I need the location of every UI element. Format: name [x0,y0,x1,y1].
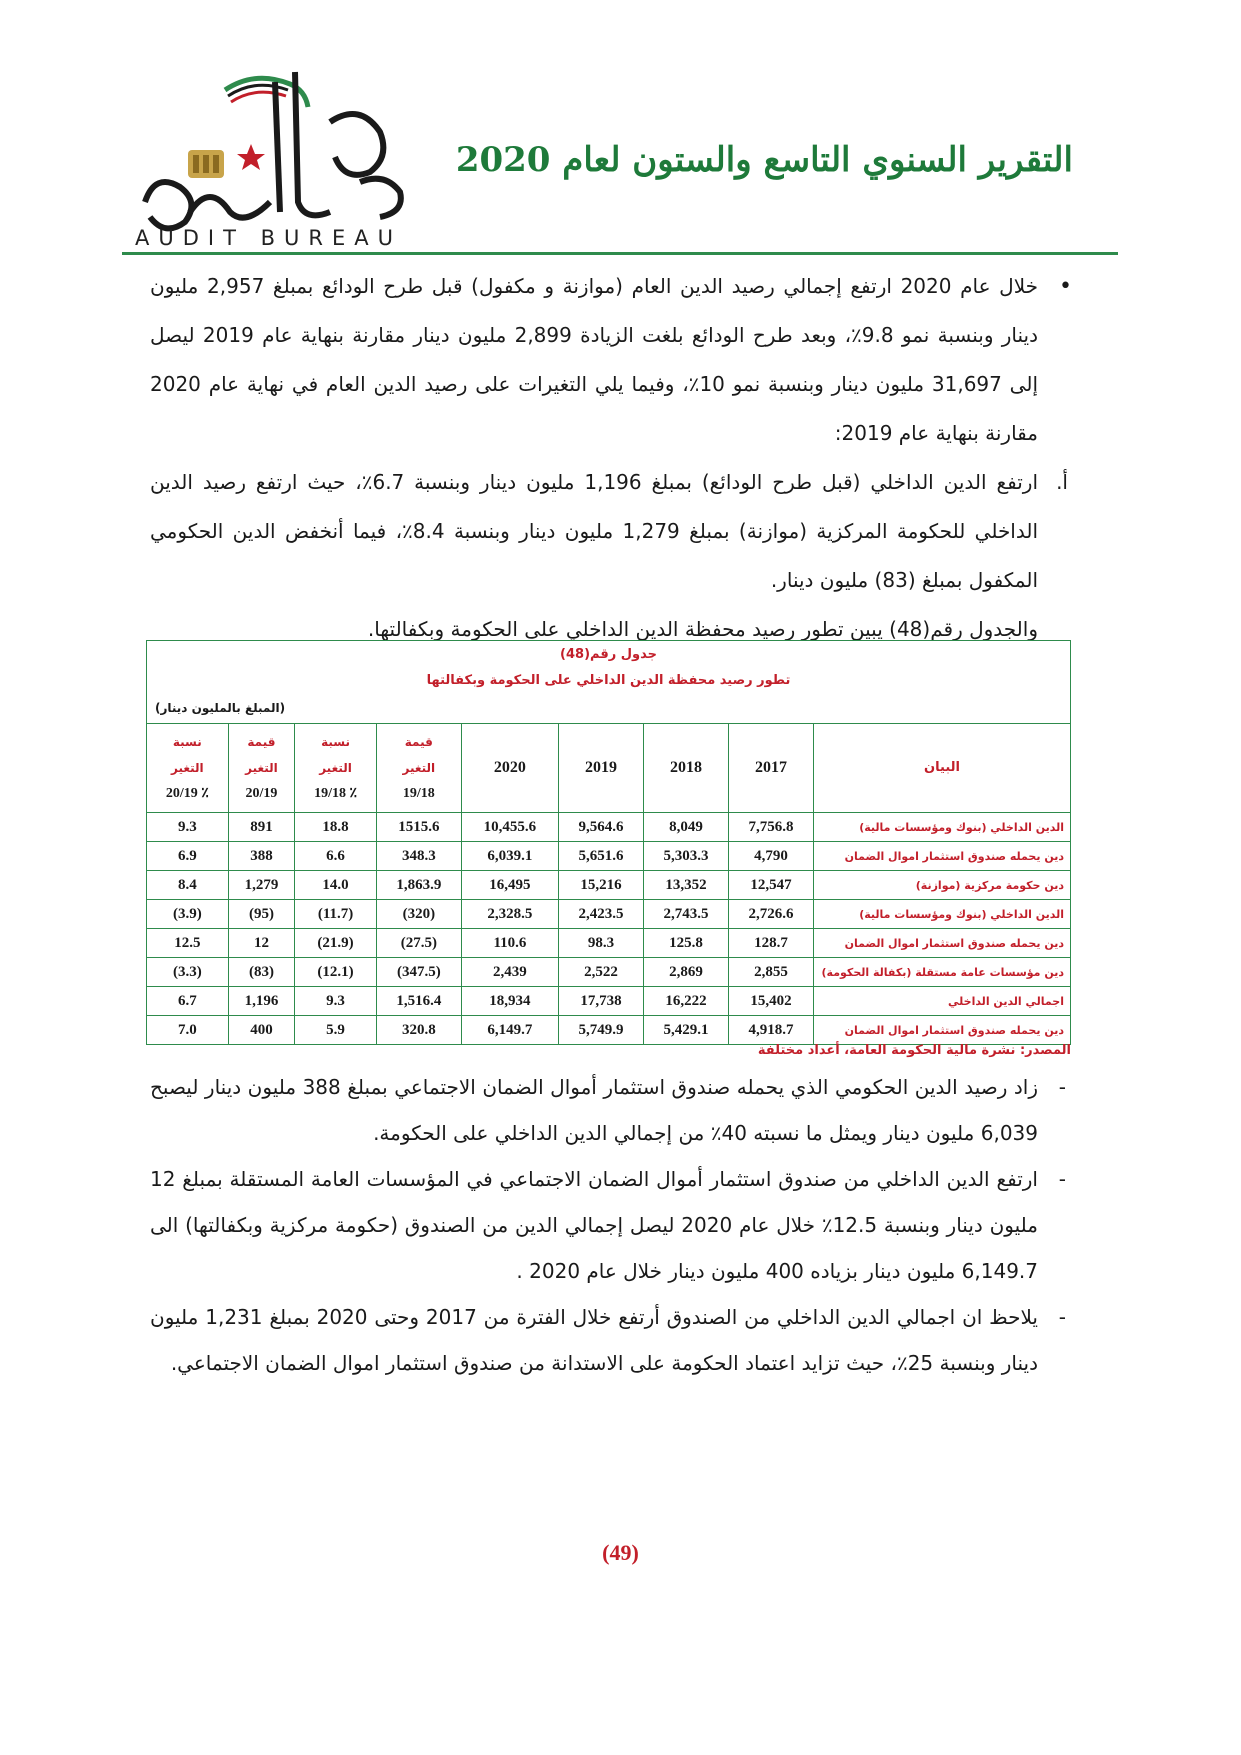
cell-2017: 12,547 [729,871,814,900]
cell-2020: 2,328.5 [461,900,558,929]
cell-change-value-19-18: (27.5) [376,929,461,958]
row-label: دين يحمله صندوق استثمار اموال الضمان [814,842,1071,871]
bullet-dot-icon: • [1059,274,1072,299]
cell-change-pct-20-19: (3.9) [147,900,229,929]
table-row [147,929,1071,958]
table-row [147,871,1071,900]
bullet-paragraph [150,262,1080,458]
header-change-value-20-19 [228,724,295,813]
cell-2019: 9,564.6 [559,813,644,842]
cell-change-pct-20-19: 7.0 [147,1016,229,1045]
header-line: التغير [171,761,204,775]
page-number: (49) [602,1540,639,1565]
cell-change-pct-19-18: (21.9) [295,929,377,958]
header-line: نسبة [321,735,350,749]
cell-2017: 4,918.7 [729,1016,814,1045]
cell-2020: 6,039.1 [461,842,558,871]
cell-change-pct-20-19: 6.7 [147,987,229,1016]
cell-change-value-20-19: 388 [228,842,295,871]
cell-change-value-20-19: 400 [228,1016,295,1045]
cell-2020: 2,439 [461,958,558,987]
cell-change-value-19-18: (347.5) [376,958,461,987]
logo-arabic-text: ديوان المحاسبة [270,210,277,211]
cell-change-pct-19-18: (12.1) [295,958,377,987]
cell-change-pct-19-18: 18.8 [295,813,377,842]
cell-2018: 5,429.1 [644,1016,729,1045]
dash-marker: - [1058,1075,1066,1099]
header-2020: 2020 [461,724,558,813]
audit-bureau-logo [130,62,420,252]
cell-2019: 17,738 [559,987,644,1016]
report-title: التقرير السنوي التاسع والستون لعام 2020 [455,140,1073,180]
table-number: جدول رقم(48) [560,647,657,662]
cell-change-pct-20-19: 8.4 [147,871,229,900]
cell-2019: 5,651.6 [559,842,644,871]
cell-2019: 2,423.5 [559,900,644,929]
cell-change-pct-19-18: 6.6 [295,842,377,871]
header-line: نسبة [172,735,202,749]
cell-change-value-20-19: 891 [228,813,295,842]
header-change-pct-19-18 [295,724,377,813]
header-line: التغير [319,761,352,775]
cell-change-value-19-18: 320.8 [376,1016,461,1045]
note-item [150,1294,1080,1386]
cell-2019: 15,216 [559,871,644,900]
header-change-pct-20-19 [147,724,229,813]
cell-change-value-19-18: 1,516.4 [376,987,461,1016]
cell-2020: 110.6 [461,929,558,958]
header-line: 20/19 [245,786,278,801]
cell-2018: 8,049 [644,813,729,842]
cell-2017: 2,855 [729,958,814,987]
header-line: 19/18 [402,786,435,801]
cell-change-pct-20-19: (3.3) [147,958,229,987]
cell-2017: 2,726.6 [729,900,814,929]
bullet-text: خلال عام 2020 ارتفع إجمالي رصيد الدين العام (موازنة و مكفول) قبل طرح الودائع بمبلغ 2,957 مليون دينار وبنسبة نمو 9.8٪، وبعد طرح الودائع بلغت الزيادة 2,899 مليون دينار مقارنة بنهاية عام 2019 ليصل إلى 31,697 مليون دينار وبنسبة نمو 10٪، وفيما يلي التغيرات على رصيد الدين العام في نهاية عام 2020 مقارنة بنهاية عام 2019: [150,274,1039,445]
table-source: المصدر: نشرة مالية الحكومة العامة، أعداد مختلفة [757,1043,1071,1058]
header-line: ٪ 20/19 [165,786,209,801]
cell-change-value-20-19: 12 [228,929,295,958]
table-container [146,640,1071,1045]
cell-change-value-20-19: (95) [228,900,295,929]
row-label: اجمالي الدين الداخلي [814,987,1071,1016]
header-line: قيمة [404,735,433,749]
sub-paragraph-text: ارتفع الدين الداخلي (قبل طرح الودائع) بمبلغ 1,196 مليون دينار وبنسبة 6.7٪، حيث ارتفع رصيد الدين الداخلي للحكومة المركزية (موازنة) بمبلغ 1,279 مليون دينار وبنسبة 8.4٪، فيما أنخفض الدين الحكومي المكفول بمبلغ (83) مليون دينار. [150,470,1039,592]
debt-table [146,640,1071,1045]
table-row [147,813,1071,842]
table-row [147,842,1071,871]
note-text: زاد رصيد الدين الحكومي الذي يحمله صندوق استثمار أموال الضمان الاجتماعي بمبلغ 388 مليون دينار ليصبح 6,039 مليون دينار ويمثل ما نسبته 40٪ من إجمالي الدين الداخلي على الحكومة. [150,1075,1039,1145]
header-divider [122,252,1118,255]
cell-2020: 6,149.7 [461,1016,558,1045]
header-2018: 2018 [644,724,729,813]
cell-2018: 13,352 [644,871,729,900]
header-2019: 2019 [559,724,644,813]
header-line: ٪ 19/18 [314,786,357,801]
row-label: الدين الداخلي (بنوك ومؤسسات مالية) [814,813,1071,842]
sub-marker: أ. [1056,470,1068,494]
note-text: يلاحظ ان اجمالي الدين الداخلي من الصندوق أرتفع خلال الفترة من 2017 وحتى 2020 بمبلغ 1,231 مليون دينار وبنسبة 25٪، حيث تزايد اعتماد الحكومة على الاستدانة من صندوق استثمار اموال الضمان الاجتماعي. [150,1305,1038,1375]
logo-english-text: AUDIT BUREAU [135,226,402,250]
header-line: التغير [245,761,278,775]
row-label: الدين الداخلي (بنوك ومؤسسات مالية) [814,900,1071,929]
cell-change-pct-19-18: 9.3 [295,987,377,1016]
table-intro: والجدول رقم(48) يبين تطور رصيد محفظة الدين الداخلي على الحكومة وبكفالتها. [367,617,1038,641]
cell-2020: 10,455.6 [461,813,558,842]
cell-2018: 5,303.3 [644,842,729,871]
cell-change-value-20-19: 1,196 [228,987,295,1016]
cell-change-pct-20-19: 9.3 [147,813,229,842]
cell-2019: 98.3 [559,929,644,958]
row-label: دين يحمله صندوق استثمار اموال الضمان [814,929,1071,958]
note-text: ارتفع الدين الداخلي من صندوق استثمار أموال الضمان الاجتماعي في المؤسسات العامة المستقلة بمبلغ 12 مليون دينار وبنسبة 12.5٪ خلال عام 2020 ليصل إجمالي الدين من الصندوق (حكومة مركزية وبكفالتها) الى 6,149.7 مليون دينار بزياده 400 مليون دينار خلال عام 2020 . [150,1167,1038,1283]
cell-2018: 16,222 [644,987,729,1016]
cell-2017: 4,790 [729,842,814,871]
dash-marker: - [1058,1167,1066,1191]
cell-change-pct-19-18: 5.9 [295,1016,377,1045]
dash-marker: - [1058,1305,1066,1329]
row-label: دين مؤسسات عامة مستقلة (بكفالة الحكومة) [814,958,1071,987]
cell-2017: 15,402 [729,987,814,1016]
cell-change-value-19-18: 348.3 [376,842,461,871]
table-title: تطور رصيد محفظة الدين الداخلي على الحكومة وبكفالتها [426,673,791,688]
note-item [150,1156,1080,1294]
cell-change-value-19-18: 1,863.9 [376,871,461,900]
row-label: دين حكومة مركزية (موازنة) [814,871,1071,900]
table-row [147,900,1071,929]
cell-change-value-20-19: (83) [228,958,295,987]
header-2017: 2017 [729,724,814,813]
table-row [147,958,1071,987]
header-change-value-19-18 [376,724,461,813]
sub-paragraph-a [150,458,1080,605]
table-unit: (المبلغ بالمليون دينار) [155,701,286,715]
main-content [150,262,1080,654]
notes-section [150,1064,1080,1386]
cell-change-pct-20-19: 6.9 [147,842,229,871]
note-item [150,1064,1080,1156]
cell-2019: 5,749.9 [559,1016,644,1045]
cell-change-pct-20-19: 12.5 [147,929,229,958]
cell-change-pct-19-18: 14.0 [295,871,377,900]
cell-2020: 18,934 [461,987,558,1016]
row-label: دين يحمله صندوق استثمار اموال الضمان [814,1016,1071,1045]
table-caption [147,641,1071,724]
cell-2018: 2,743.5 [644,900,729,929]
header-description: البيان [814,724,1071,813]
cell-2017: 128.7 [729,929,814,958]
cell-change-value-20-19: 1,279 [228,871,295,900]
cell-2019: 2,522 [559,958,644,987]
table-row [147,1016,1071,1045]
header-line: التغير [402,761,436,775]
cell-2018: 2,869 [644,958,729,987]
page-header [0,0,1241,260]
cell-change-pct-19-18: (11.7) [295,900,377,929]
cell-2017: 7,756.8 [729,813,814,842]
header-line: قيمة [247,735,276,749]
cell-change-value-19-18: (320) [376,900,461,929]
table-row [147,987,1071,1016]
cell-change-value-19-18: 1515.6 [376,813,461,842]
cell-2018: 125.8 [644,929,729,958]
cell-2020: 16,495 [461,871,558,900]
